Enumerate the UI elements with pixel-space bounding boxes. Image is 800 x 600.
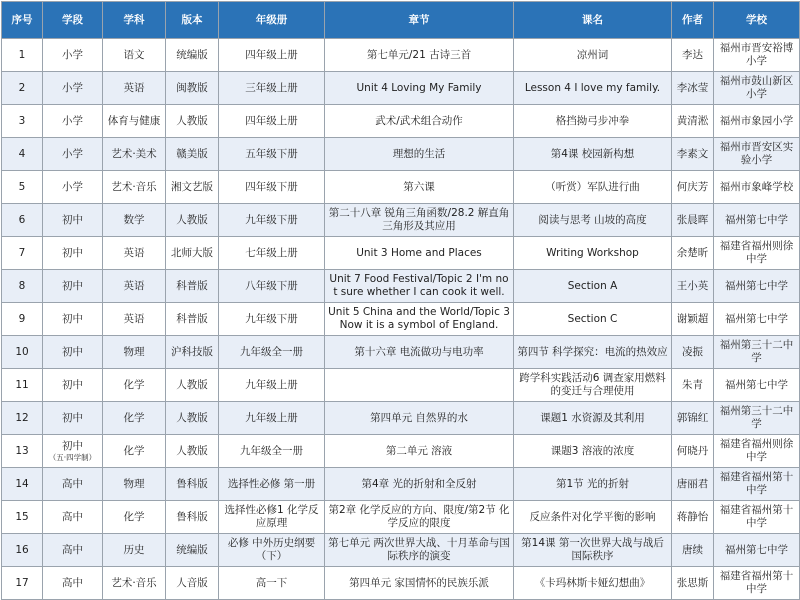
table-row: [2, 171, 800, 204]
cell-grade: 九年级上册: [219, 402, 325, 435]
cell-grade: 高一下: [219, 567, 325, 600]
table-row: [2, 303, 800, 336]
cell-author: 凌振: [672, 336, 714, 369]
cell-grade: 必修 中外历史纲要（下）: [219, 534, 325, 567]
cell-subject: 英语: [103, 303, 166, 336]
cell-chapter: 第十六章 电流做功与电功率: [325, 336, 514, 369]
cell-author: 黄清淞: [672, 105, 714, 138]
cell-index: 8: [2, 270, 43, 303]
cell-stage: 初中: [43, 303, 103, 336]
cell-school: 福建省福州第十中学: [714, 567, 800, 600]
cell-subject: 物理: [103, 336, 166, 369]
cell-author: 朱青: [672, 369, 714, 402]
cell-edition: 统编版: [166, 39, 219, 72]
cell-subject: 化学: [103, 402, 166, 435]
cell-author: 郭锦红: [672, 402, 714, 435]
cell-chapter: 第4章 光的折射和全反射: [325, 468, 514, 501]
cell-author: 唐丽君: [672, 468, 714, 501]
cell-index: 14: [2, 468, 43, 501]
cell-stage: 高中: [43, 468, 103, 501]
table-row: [2, 72, 800, 105]
cell-stage: 初中: [43, 270, 103, 303]
cell-index: 3: [2, 105, 43, 138]
table-row: [2, 336, 800, 369]
header-author: 作者: [672, 2, 714, 39]
cell-edition: 统编版: [166, 534, 219, 567]
cell-chapter: 第2章 化学反应的方向、限度/第2节 化学反应的限度: [325, 501, 514, 534]
cell-grade: 三年级上册: [219, 72, 325, 105]
cell-grade: 九年级上册: [219, 369, 325, 402]
cell-author: 蒋静怡: [672, 501, 714, 534]
cell-lesson: Section A: [514, 270, 672, 303]
cell-edition: 人音版: [166, 567, 219, 600]
cell-chapter: 第四单元 自然界的水: [325, 402, 514, 435]
cell-lesson: 第4课 校园新构想: [514, 138, 672, 171]
cell-grade: 选择性必修1 化学反应原理: [219, 501, 325, 534]
cell-author: 李达: [672, 39, 714, 72]
cell-index: 1: [2, 39, 43, 72]
cell-school: 福州第七中学: [714, 369, 800, 402]
cell-grade: 选择性必修 第一册: [219, 468, 325, 501]
course-table-container: [1, 1, 799, 600]
cell-subject: 化学: [103, 369, 166, 402]
table-row: [2, 534, 800, 567]
cell-edition: 湘文艺版: [166, 171, 219, 204]
cell-index: 5: [2, 171, 43, 204]
cell-edition: 鲁科版: [166, 468, 219, 501]
cell-stage: 初中: [43, 369, 103, 402]
header-chapter: 章节: [325, 2, 514, 39]
cell-subject: 化学: [103, 435, 166, 468]
cell-index: 11: [2, 369, 43, 402]
cell-subject: 数学: [103, 204, 166, 237]
cell-index: 2: [2, 72, 43, 105]
cell-subject: 物理: [103, 468, 166, 501]
cell-subject: 艺术·音乐: [103, 171, 166, 204]
table-header-row: [2, 2, 800, 39]
cell-edition: 科普版: [166, 303, 219, 336]
cell-edition: 鲁科版: [166, 501, 219, 534]
table-row: [2, 270, 800, 303]
cell-grade: 九年级下册: [219, 303, 325, 336]
cell-index: 12: [2, 402, 43, 435]
cell-grade: 四年级上册: [219, 105, 325, 138]
cell-school: 福州第三十二中学: [714, 402, 800, 435]
cell-chapter: Unit 3 Home and Places: [325, 237, 514, 270]
cell-edition: 科普版: [166, 270, 219, 303]
cell-stage: 小学: [43, 39, 103, 72]
cell-stage: 初中: [43, 336, 103, 369]
cell-subject: 艺术·美术: [103, 138, 166, 171]
cell-subject: 艺术·音乐: [103, 567, 166, 600]
table-row: [2, 369, 800, 402]
cell-author: 谢颖超: [672, 303, 714, 336]
cell-school: 福建省福州第十中学: [714, 501, 800, 534]
cell-index: 4: [2, 138, 43, 171]
cell-school: 福州市象峰学校: [714, 171, 800, 204]
cell-edition: 人教版: [166, 204, 219, 237]
cell-school: 福州市象园小学: [714, 105, 800, 138]
cell-stage: 初中: [43, 204, 103, 237]
header-lesson: 课名: [514, 2, 672, 39]
table-row: [2, 468, 800, 501]
cell-lesson: Lesson 4 I love my family.: [514, 72, 672, 105]
cell-edition: 人教版: [166, 402, 219, 435]
cell-lesson: 课题3 溶液的浓度: [514, 435, 672, 468]
cell-index: 10: [2, 336, 43, 369]
cell-subject: 英语: [103, 72, 166, 105]
cell-author: 唐续: [672, 534, 714, 567]
cell-school: 福建省福州则徐中学: [714, 435, 800, 468]
header-index: 序号: [2, 2, 43, 39]
cell-subject: 历史: [103, 534, 166, 567]
cell-subject: 英语: [103, 237, 166, 270]
cell-lesson: 跨学科实践活动6 调查家用燃料的变迁与合理使用: [514, 369, 672, 402]
header-stage: 学段: [43, 2, 103, 39]
cell-author: 张思斯: [672, 567, 714, 600]
cell-stage: 初中: [43, 237, 103, 270]
cell-grade: 九年级全一册: [219, 435, 325, 468]
cell-subject: 体育与健康: [103, 105, 166, 138]
cell-chapter: 第四单元 家国情怀的民族乐派: [325, 567, 514, 600]
table-row: [2, 435, 800, 468]
cell-edition: 赣美版: [166, 138, 219, 171]
cell-index: 16: [2, 534, 43, 567]
cell-author: 何庆芳: [672, 171, 714, 204]
cell-edition: 沪科技版: [166, 336, 219, 369]
cell-lesson: 凉州词: [514, 39, 672, 72]
cell-index: 6: [2, 204, 43, 237]
cell-chapter: 第七单元 两次世界大战、十月革命与国际秩序的演变: [325, 534, 514, 567]
table-row: [2, 501, 800, 534]
cell-index: 15: [2, 501, 43, 534]
cell-edition: 人教版: [166, 435, 219, 468]
cell-stage: 高中: [43, 567, 103, 600]
cell-grade: 七年级上册: [219, 237, 325, 270]
cell-chapter: 第二单元 溶液: [325, 435, 514, 468]
cell-stage: 初中: [43, 402, 103, 435]
cell-school: 福建省福州第十中学: [714, 468, 800, 501]
cell-grade: 四年级下册: [219, 171, 325, 204]
cell-subject: 英语: [103, 270, 166, 303]
cell-school: 福建省福州则徐中学: [714, 237, 800, 270]
cell-lesson: 反应条件对化学平衡的影响: [514, 501, 672, 534]
header-edition: 版本: [166, 2, 219, 39]
cell-author: 王小英: [672, 270, 714, 303]
cell-school: 福州第七中学: [714, 303, 800, 336]
cell-chapter: 第二十八章 锐角三角函数/28.2 解直角三角形及其应用: [325, 204, 514, 237]
cell-index: 17: [2, 567, 43, 600]
cell-lesson: 第14课 第一次世界大战与战后国际秩序: [514, 534, 672, 567]
table-row: [2, 237, 800, 270]
cell-grade: 九年级下册: [219, 204, 325, 237]
cell-index: 9: [2, 303, 43, 336]
cell-author: 余楚昕: [672, 237, 714, 270]
cell-lesson: Writing Workshop: [514, 237, 672, 270]
cell-stage: 高中: [43, 534, 103, 567]
header-subject: 学科: [103, 2, 166, 39]
table-row: [2, 567, 800, 600]
cell-author: 何晓丹: [672, 435, 714, 468]
cell-edition: 北师大版: [166, 237, 219, 270]
cell-chapter: [325, 369, 514, 402]
cell-lesson: 第1节 光的折射: [514, 468, 672, 501]
cell-chapter: 理想的生活: [325, 138, 514, 171]
cell-school: 福州第七中学: [714, 270, 800, 303]
cell-chapter: 第六课: [325, 171, 514, 204]
cell-subject: 化学: [103, 501, 166, 534]
cell-grade: 四年级上册: [219, 39, 325, 72]
cell-stage: 高中: [43, 501, 103, 534]
cell-lesson: 阅读与思考 山坡的高度: [514, 204, 672, 237]
cell-chapter: 第七单元/21 古诗三首: [325, 39, 514, 72]
table-row: [2, 138, 800, 171]
cell-stage: 小学: [43, 72, 103, 105]
cell-stage: 小学: [43, 105, 103, 138]
cell-author: 李素文: [672, 138, 714, 171]
table-row: [2, 402, 800, 435]
cell-stage: [43, 435, 103, 468]
table-row: [2, 39, 800, 72]
cell-chapter: Unit 7 Food Festival/Topic 2 I'm not sure whether I can cook it well.: [325, 270, 514, 303]
table-row: [2, 105, 800, 138]
cell-lesson: 第四节 科学探究：电流的热效应: [514, 336, 672, 369]
cell-chapter: Unit 5 China and the World/Topic 3 Now it is a symbol of England.: [325, 303, 514, 336]
cell-lesson: （听赏）军队进行曲: [514, 171, 672, 204]
cell-index: 13: [2, 435, 43, 468]
cell-edition: 闽教版: [166, 72, 219, 105]
cell-subject: 语文: [103, 39, 166, 72]
cell-stage: 小学: [43, 138, 103, 171]
cell-edition: 人教版: [166, 105, 219, 138]
cell-lesson: 《卡玛林斯卡娅幻想曲》: [514, 567, 672, 600]
cell-stage: 小学: [43, 171, 103, 204]
course-table: [1, 1, 800, 600]
cell-lesson: 格挡拗弓步冲拳: [514, 105, 672, 138]
table-row: [2, 204, 800, 237]
cell-school: 福州第七中学: [714, 534, 800, 567]
cell-school: 福州第七中学: [714, 204, 800, 237]
cell-school: 福州市晋安裕博小学: [714, 39, 800, 72]
cell-author: 李冰莹: [672, 72, 714, 105]
cell-school: 福州市晋安区实验小学: [714, 138, 800, 171]
cell-stage-text: 初中: [62, 440, 83, 452]
cell-school: 福州第三十二中学: [714, 336, 800, 369]
cell-grade: 五年级下册: [219, 138, 325, 171]
cell-school: 福州市鼓山新区小学: [714, 72, 800, 105]
cell-grade: 八年级下册: [219, 270, 325, 303]
cell-author: 张晨晖: [672, 204, 714, 237]
cell-stage-note: （五·四学制）: [48, 453, 97, 462]
cell-lesson: 课题1 水资源及其利用: [514, 402, 672, 435]
header-school: 学校: [714, 2, 800, 39]
cell-grade: 九年级全一册: [219, 336, 325, 369]
header-grade: 年级册: [219, 2, 325, 39]
cell-index: 7: [2, 237, 43, 270]
cell-lesson: Section C: [514, 303, 672, 336]
cell-chapter: 武术/武术组合动作: [325, 105, 514, 138]
cell-chapter: Unit 4 Loving My Family: [325, 72, 514, 105]
cell-edition: 人教版: [166, 369, 219, 402]
